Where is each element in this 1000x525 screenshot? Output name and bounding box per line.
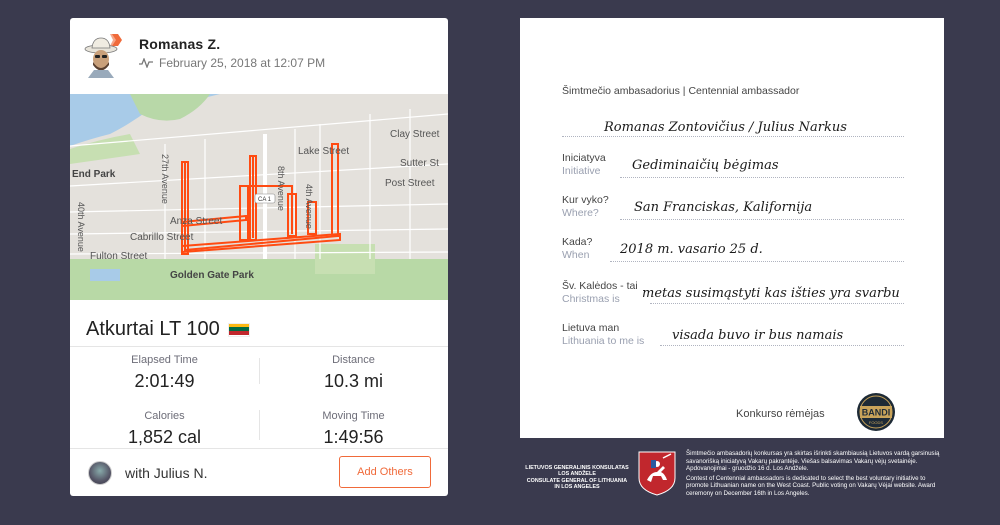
- bandi-logo-sub: FOODS: [868, 420, 884, 425]
- stat-value: 2:01:49: [134, 371, 195, 391]
- map-label: Post Street: [385, 178, 435, 189]
- stat-label: Elapsed Time: [131, 354, 198, 366]
- row-value: visada buvo ir bus namais: [672, 328, 844, 343]
- row-label-lt: Lietuva man: [562, 322, 620, 334]
- bandi-logo-text: BANDI: [861, 407, 891, 418]
- activity-footer: [70, 456, 448, 496]
- ambassador-header: Šimtmečio ambasadorius | Centennial ambassador: [562, 85, 800, 97]
- ambassador-names: Romanas Zontovičius / Julius Narkus: [604, 120, 847, 135]
- stat-calories: [70, 410, 259, 448]
- activity-header: [70, 18, 448, 94]
- map-label: 27th Avenue: [160, 154, 170, 204]
- ambassador-card: [520, 18, 944, 438]
- map-label: Cabrillo Street: [130, 232, 194, 243]
- row-label-en: When: [562, 249, 590, 261]
- consulate-line: IN LOS ANGELES: [554, 484, 600, 491]
- partner-avatar[interactable]: [88, 461, 112, 485]
- map-label: 40th Avenue: [76, 202, 86, 252]
- row-label-en: Lithuania to me is: [562, 335, 645, 347]
- dotted-line: [620, 177, 904, 178]
- with-text[interactable]: with Julius N.: [125, 465, 208, 481]
- row-label-lt: Iniciatyva: [562, 152, 606, 164]
- row-label-lt: Šv. Kalėdos - tai: [562, 280, 638, 292]
- user-name[interactable]: Romanas Z.: [139, 36, 221, 52]
- stat-value: 1:49:56: [323, 427, 384, 447]
- row-value: Gediminaičių bėgimas: [632, 158, 779, 173]
- divider: [70, 448, 448, 449]
- dotted-line: [620, 219, 904, 220]
- description-lt: Šimtmečio ambasadorių konkursas yra skirtas išrinkti skambiausią Lietuvos vardą garsinusią savanorišką iniciatyvą Vakarų pakrantėje. Viešas balsavimas Vakarų vėjų svetainėje. Apdovanojimai - gruodžio 16 d. Los Andžele.: [686, 450, 940, 473]
- map-label: 8th Avenue: [276, 166, 286, 211]
- map-label: Fulton Street: [90, 251, 148, 262]
- dotted-line: [562, 136, 904, 137]
- map-label: Sutter St: [400, 158, 439, 169]
- dotted-line: [650, 303, 904, 304]
- contest-description: [686, 450, 946, 498]
- stat-label: Distance: [332, 354, 375, 366]
- consulate-line: LIETUVOS GENERALINIS KONSULATAS: [525, 465, 629, 471]
- row-label-lt: Kada?: [562, 236, 593, 248]
- map-label: Anza Street: [170, 216, 223, 227]
- map-label: Lake Street: [298, 146, 350, 157]
- lithuania-coat-of-arms-icon: [637, 450, 677, 496]
- consulate-line: CONSULATE GENERAL OF LITHUANIA: [526, 477, 628, 484]
- stat-value: 1,852 cal: [127, 427, 202, 447]
- activity-date: [139, 56, 325, 70]
- stat-elapsed-time: [70, 354, 259, 392]
- row-label-en: Where?: [562, 207, 599, 219]
- sponsor-label: Konkurso rėmėjas: [736, 408, 825, 420]
- row-value: 2018 m. vasario 25 d.: [620, 242, 763, 257]
- stat-value: 10.3 mi: [323, 371, 384, 391]
- bandi-logo: [856, 392, 896, 432]
- row-label-en: Christmas is: [562, 293, 620, 305]
- divider: [70, 346, 448, 347]
- dotted-line: [660, 345, 904, 346]
- map-label: Golden Gate Park: [170, 270, 254, 281]
- description-en: Contest of Centennial ambassadors is dedicated to select the best voluntary initiative to promote Lithuanian name on the West Coast. Public voting on Vakarų Vėjai website. Award ceremony on December 16th in Los Angeles.: [686, 474, 936, 497]
- consulate-name: [522, 465, 632, 491]
- row-value: metas susimąstyti kas išties yra svarbu: [642, 286, 900, 301]
- activity-title: [86, 318, 250, 341]
- add-others-button[interactable]: Add Others: [339, 456, 431, 488]
- stat-distance: [259, 354, 448, 392]
- row-label-en: Initiative: [562, 165, 601, 177]
- stat-label: Calories: [144, 410, 185, 422]
- lithuania-flag-icon: [228, 323, 250, 337]
- map-label: 4th Avenue: [304, 184, 314, 229]
- route-map[interactable]: [70, 94, 448, 300]
- map-label: End Park: [72, 169, 116, 180]
- date-text: February 25, 2018 at 12:07 PM: [159, 56, 326, 70]
- map-label: Clay Street: [390, 129, 440, 140]
- activity-card: [70, 18, 448, 496]
- row-label-lt: Kur vyko?: [562, 194, 609, 206]
- avatar[interactable]: [84, 32, 122, 78]
- stat-moving-time: [259, 410, 448, 448]
- dotted-line: [610, 261, 904, 262]
- stat-label: Moving Time: [322, 410, 385, 422]
- consulate-line: LOS ANDŽELE: [558, 471, 596, 478]
- activity-pulse-icon: [139, 58, 153, 68]
- highway-shield: CA 1: [258, 197, 272, 203]
- row-value: San Franciskas, Kalifornija: [634, 200, 813, 215]
- activity-title-text: Atkurtai LT 100: [86, 318, 220, 340]
